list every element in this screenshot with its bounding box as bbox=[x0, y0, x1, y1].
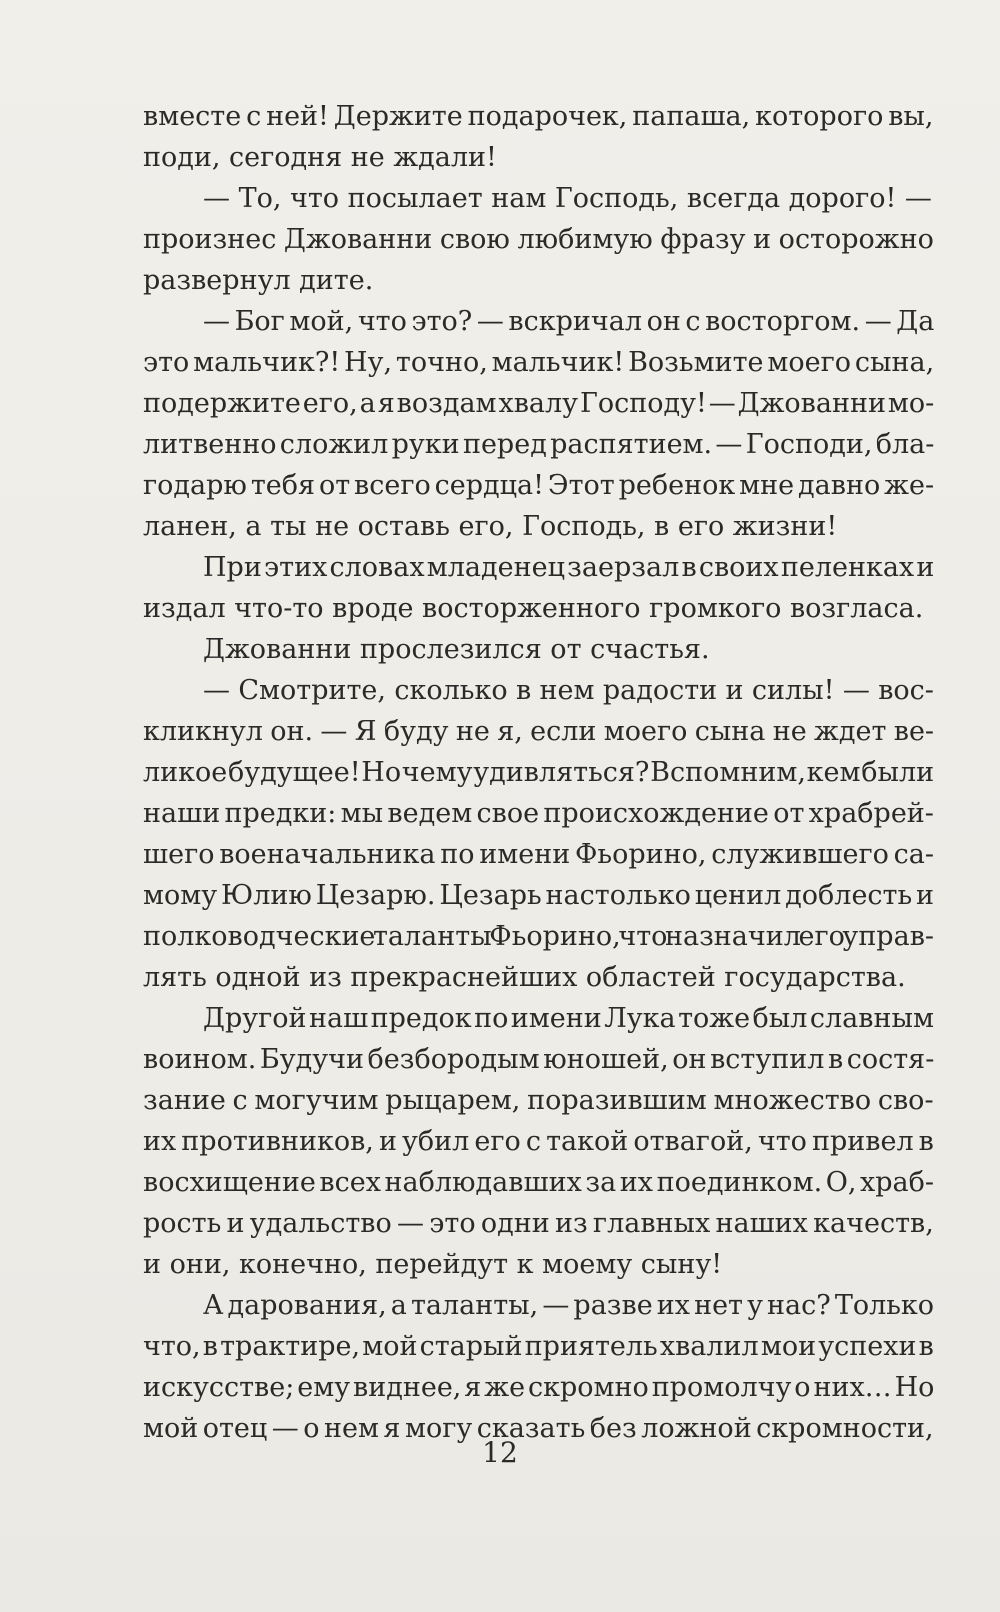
text-line: произнес Джованни свою любимую фразу и осторожно bbox=[143, 224, 934, 255]
text-line: — Смотрите, сколько в нем радости и силы! — вос- bbox=[203, 675, 934, 706]
text-line: рость и удальство — это одни из главных наших качеств, bbox=[143, 1208, 934, 1239]
text-line: Джованни прослезился от счастья. bbox=[203, 634, 710, 665]
text-line: ланен, а ты не оставь его, Господь, в его жизни! bbox=[143, 511, 838, 542]
text-line: Другой наш предок по имени Лука тоже был славным bbox=[203, 1003, 934, 1034]
text-line: кликнул он. — Я буду не я, если моего сына не ждет ве- bbox=[143, 716, 935, 747]
text-line: поди, сегодня не ждали! bbox=[143, 142, 497, 173]
text-line: мой отец — о нем я могу сказать без ложной скромности, bbox=[143, 1413, 934, 1444]
text-line: это мальчик?! Ну, точно, мальчик! Возьмите моего сына, bbox=[143, 347, 935, 378]
text-line: ликое будущее! Но чему удивляться? Вспомним, кем были bbox=[143, 757, 935, 788]
text-line: — Бог мой, что это? — вскричал он с восторгом. — Да bbox=[203, 306, 935, 337]
text-line: подержите его, а я воздам хвалу Господу! — Джованни мо- bbox=[143, 388, 935, 419]
text-line: и они, конечно, перейдут к моему сыну! bbox=[143, 1249, 723, 1280]
text-line: А дарования, а таланты, — разве их нет у нас? Только bbox=[203, 1290, 935, 1321]
page-number: 12 bbox=[482, 1436, 518, 1469]
text-line: что, в трактире, мой старый приятель хвалил мои успехи в bbox=[143, 1331, 934, 1362]
text-line: лять одной из прекраснейших областей государства. bbox=[143, 962, 906, 993]
text-line: воином. Будучи безбородым юношей, он вступил в состя- bbox=[143, 1044, 935, 1075]
text-line: годарю тебя от всего сердца! Этот ребенок мне давно же- bbox=[143, 470, 935, 501]
text-line: искусстве; ему виднее, я же скромно промолчу о них… Но bbox=[143, 1372, 935, 1403]
text-line: вместе с ней! Держите подарочек, папаша, которого вы, bbox=[143, 101, 934, 132]
text-line: — То, что посылает нам Господь, всегда дорого! — bbox=[203, 183, 932, 214]
text-line: При этих словах младенец заерзал в своих пеленках и bbox=[203, 552, 935, 583]
text-line: их противников, и убил его с такой отвагой, что привел в bbox=[143, 1126, 934, 1157]
text-line: наши предки: мы ведем свое происхождение от храбрей- bbox=[143, 798, 934, 829]
text-line: мому Юлию Цезарю. Цезарь настолько ценил доблесть и bbox=[143, 880, 935, 911]
text-line: полководческие таланты Фьорино, что назначил его управ- bbox=[143, 921, 935, 952]
text-line: зание с могучим рыцарем, поразившим множество сво- bbox=[143, 1085, 934, 1116]
text-line: издал что-то вроде восторженного громкого возгласа. bbox=[143, 593, 924, 624]
page-body-text bbox=[143, 96, 934, 1449]
text-line: восхищение всех наблюдавших за их поединком. О, храб- bbox=[143, 1167, 935, 1198]
text-line: шего военачальника по имени Фьорино, служившего са- bbox=[143, 839, 934, 870]
text-line: литвенно сложил руки перед распятием. — Господи, бла- bbox=[143, 429, 935, 460]
text-line: развернул дите. bbox=[143, 265, 374, 296]
